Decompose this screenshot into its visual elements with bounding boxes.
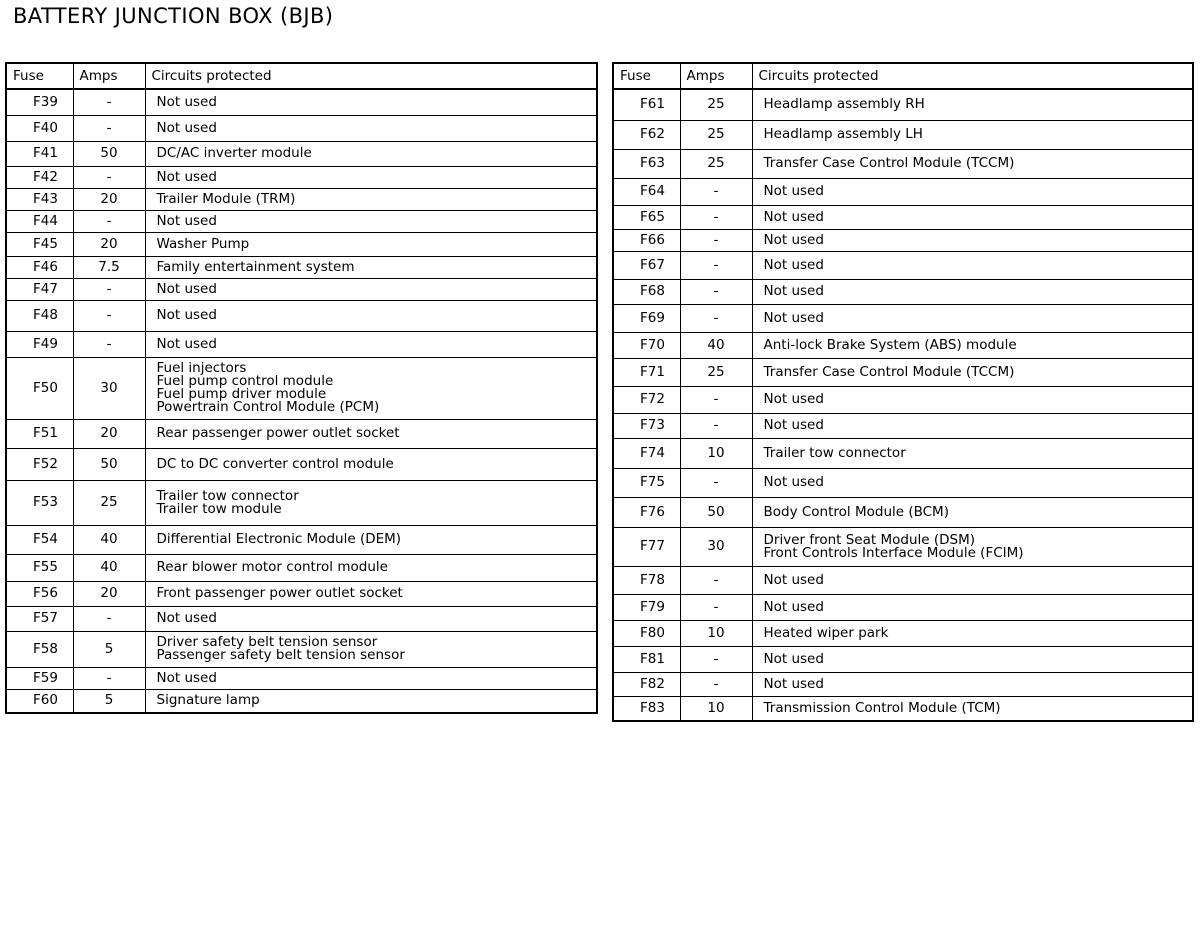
circuits-cell: [145, 331, 597, 357]
fuse-cell: F46: [6, 256, 73, 278]
amps-cell: 50: [680, 497, 752, 527]
fuse-cell: F41: [6, 141, 73, 166]
fuse-cell: F75: [613, 468, 680, 497]
table-row: [6, 232, 597, 256]
circuits-cell: [752, 149, 1193, 178]
amps-cell: 50: [73, 141, 145, 166]
fuse-cell: F71: [613, 358, 680, 386]
table-row: [6, 631, 597, 667]
circuit-line: Not used: [763, 571, 824, 588]
circuits-cell: [145, 480, 597, 525]
table-row: [6, 357, 597, 419]
circuit-line: Not used: [156, 93, 217, 110]
circuits-cell: [145, 115, 597, 141]
circuits-cell: [752, 438, 1193, 468]
circuit-line: Trailer tow connector: [763, 444, 906, 461]
table-row: [613, 332, 1193, 358]
circuit-line: Trailer Module (TRM): [156, 190, 296, 207]
circuits-cell: [752, 178, 1193, 205]
fuse-cell: F67: [613, 251, 680, 279]
circuits-cell: [145, 419, 597, 448]
circuit-line: Fuel pump driver module: [156, 386, 327, 402]
table-row: [613, 696, 1193, 721]
table-row: [6, 166, 597, 188]
circuits-cell: [145, 256, 597, 278]
fuse-cell: F57: [6, 606, 73, 631]
table-row: [613, 279, 1193, 304]
circuit-line: Not used: [763, 208, 824, 225]
amps-cell: 25: [680, 149, 752, 178]
fuse-cell: F77: [613, 527, 680, 566]
circuits-cell: [145, 667, 597, 689]
circuit-line: Front Controls Interface Module (FCIM): [763, 544, 1024, 561]
table-row: [6, 689, 597, 713]
fuse-cell: F78: [613, 566, 680, 594]
circuit-line: Not used: [156, 280, 217, 297]
fuse-cell: F55: [6, 554, 73, 581]
fuse-cell: F72: [613, 386, 680, 413]
amps-cell: -: [73, 331, 145, 357]
amps-cell: -: [73, 300, 145, 331]
table-row: [613, 672, 1193, 696]
circuit-line: Front passenger power outlet socket: [156, 585, 403, 601]
circuit-line: Not used: [763, 598, 824, 615]
header-amps: Amps: [680, 63, 752, 89]
fuse-cell: F80: [613, 620, 680, 646]
circuit-line: Not used: [156, 335, 217, 352]
circuits-cell: [752, 696, 1193, 721]
amps-cell: -: [73, 278, 145, 300]
amps-cell: 10: [680, 620, 752, 646]
circuit-line: Signature lamp: [156, 692, 260, 709]
table-row: [613, 120, 1193, 149]
amps-cell: -: [73, 89, 145, 115]
table-row: [6, 525, 597, 554]
amps-cell: 20: [73, 419, 145, 448]
page-title: BATTERY JUNCTION BOX (BJB): [13, 4, 334, 28]
circuits-cell: [752, 413, 1193, 438]
circuit-line: Not used: [156, 669, 217, 686]
table-row: [613, 594, 1193, 620]
table-row: [613, 646, 1193, 672]
table-row: [613, 205, 1193, 229]
fuse-cell: F49: [6, 331, 73, 357]
table-row: [613, 527, 1193, 566]
fuse-cell: F69: [613, 304, 680, 332]
table-header-row: [6, 63, 597, 89]
table-row: [6, 300, 597, 331]
circuits-cell: [145, 357, 597, 419]
table-row: [613, 178, 1193, 205]
amps-cell: -: [680, 205, 752, 229]
amps-cell: -: [680, 304, 752, 332]
circuits-cell: [752, 566, 1193, 594]
table-row: [6, 606, 597, 631]
circuits-cell: [145, 689, 597, 713]
circuit-line: Headlamp assembly RH: [763, 96, 925, 113]
fuse-cell: F59: [6, 667, 73, 689]
amps-cell: 40: [73, 525, 145, 554]
fuse-cell: F53: [6, 480, 73, 525]
amps-cell: 30: [73, 357, 145, 419]
circuits-cell: [752, 646, 1193, 672]
fuse-cell: F83: [613, 696, 680, 721]
table-header-row: [613, 63, 1193, 89]
table-row: [613, 566, 1193, 594]
fuse-cell: F82: [613, 672, 680, 696]
header-amps: Amps: [73, 63, 145, 89]
amps-cell: -: [680, 386, 752, 413]
circuit-line: Not used: [763, 256, 824, 273]
circuits-cell: [145, 278, 597, 300]
table-row: [613, 149, 1193, 178]
amps-cell: 50: [73, 448, 145, 480]
table-row: [6, 419, 597, 448]
fuse-cell: F48: [6, 300, 73, 331]
table-row: [6, 210, 597, 232]
amps-cell: -: [680, 566, 752, 594]
amps-cell: -: [680, 251, 752, 279]
circuit-line: Not used: [763, 309, 824, 326]
amps-cell: -: [73, 667, 145, 689]
circuit-line: Not used: [763, 650, 824, 667]
amps-cell: -: [680, 178, 752, 205]
amps-cell: -: [680, 646, 752, 672]
circuits-cell: [752, 279, 1193, 304]
fuse-cell: F43: [6, 188, 73, 210]
amps-cell: -: [73, 166, 145, 188]
amps-cell: -: [73, 606, 145, 631]
circuit-line: Not used: [763, 183, 824, 199]
amps-cell: 25: [73, 480, 145, 525]
fuse-cell: F51: [6, 419, 73, 448]
circuit-line: Washer Pump: [156, 235, 250, 252]
circuits-cell: [145, 631, 597, 667]
table-row: [6, 141, 597, 166]
circuits-cell: [752, 229, 1193, 251]
fuse-cell: F65: [613, 205, 680, 229]
circuit-line: Fuel injectors: [156, 360, 247, 376]
circuits-cell: [145, 554, 597, 581]
circuit-line: Transfer Case Control Module (TCCM): [763, 155, 1015, 171]
fuse-cell: F62: [613, 120, 680, 149]
table-row: [613, 358, 1193, 386]
fuse-table-left: [5, 62, 598, 714]
circuit-line: Trailer tow connector: [156, 487, 299, 504]
amps-cell: -: [73, 115, 145, 141]
table-row: [6, 554, 597, 581]
table-row: [613, 468, 1193, 497]
circuits-cell: [752, 672, 1193, 696]
circuit-line: DC/AC inverter module: [156, 145, 312, 161]
circuits-cell: [752, 205, 1193, 229]
circuits-cell: [145, 188, 597, 210]
header-circuits: Circuits protected: [752, 63, 1193, 89]
table-row: [6, 581, 597, 606]
circuits-cell: [145, 606, 597, 631]
amps-cell: -: [680, 594, 752, 620]
circuit-line: Driver front Seat Module (DSM): [763, 531, 975, 548]
table-row: [613, 89, 1193, 120]
circuit-line: Rear blower motor control module: [156, 559, 388, 575]
fuse-cell: F40: [6, 115, 73, 141]
fuse-cell: F52: [6, 448, 73, 480]
amps-cell: -: [680, 229, 752, 251]
circuit-line: Not used: [156, 307, 217, 323]
circuits-cell: [145, 232, 597, 256]
circuits-cell: [145, 581, 597, 606]
amps-cell: -: [680, 413, 752, 438]
fuse-cell: F66: [613, 229, 680, 251]
circuit-line: Anti-lock Brake System (ABS) module: [763, 336, 1017, 353]
amps-cell: 40: [73, 554, 145, 581]
fuse-cell: F76: [613, 497, 680, 527]
circuits-cell: [752, 497, 1193, 527]
table-row: [6, 89, 597, 115]
amps-cell: -: [680, 468, 752, 497]
table-row: [6, 667, 597, 689]
amps-cell: 25: [680, 120, 752, 149]
amps-cell: 7.5: [73, 256, 145, 278]
circuits-cell: [145, 448, 597, 480]
circuits-cell: [145, 89, 597, 115]
table-row: [6, 331, 597, 357]
fuse-cell: F60: [6, 689, 73, 713]
circuit-line: Not used: [763, 231, 824, 248]
circuit-line: Not used: [156, 212, 217, 229]
fuse-cell: F63: [613, 149, 680, 178]
table-row: [6, 448, 597, 480]
fuse-cell: F44: [6, 210, 73, 232]
circuit-line: DC to DC converter control module: [156, 455, 394, 472]
circuits-cell: [145, 166, 597, 188]
fuse-cell: F73: [613, 413, 680, 438]
header-fuse: Fuse: [6, 63, 73, 89]
circuit-line: Heated wiper park: [763, 624, 889, 641]
circuits-cell: [752, 594, 1193, 620]
circuits-cell: [145, 525, 597, 554]
circuit-line: Headlamp assembly LH: [763, 126, 923, 142]
table-row: [613, 304, 1193, 332]
fuse-cell: F56: [6, 581, 73, 606]
circuit-line: Driver safety belt tension sensor: [156, 634, 378, 650]
fuse-cell: F54: [6, 525, 73, 554]
fuse-cell: F61: [613, 89, 680, 120]
fuse-cell: F70: [613, 332, 680, 358]
amps-cell: 20: [73, 581, 145, 606]
amps-cell: 10: [680, 438, 752, 468]
header-fuse: Fuse: [613, 63, 680, 89]
circuits-cell: [752, 304, 1193, 332]
circuits-cell: [752, 120, 1193, 149]
amps-cell: 5: [73, 689, 145, 713]
circuit-line: Powertrain Control Module (PCM): [156, 399, 380, 415]
circuits-cell: [145, 210, 597, 232]
table-row: [6, 278, 597, 300]
fuse-cell: F81: [613, 646, 680, 672]
amps-cell: 25: [680, 89, 752, 120]
circuits-cell: [752, 386, 1193, 413]
fuse-cell: F42: [6, 166, 73, 188]
fuse-cell: F45: [6, 232, 73, 256]
circuit-line: Transmission Control Module (TCM): [763, 699, 1001, 716]
table-row: [613, 229, 1193, 251]
circuit-line: Not used: [763, 283, 824, 299]
circuit-line: Rear passenger power outlet socket: [156, 425, 400, 441]
header-circuits: Circuits protected: [145, 63, 597, 89]
circuits-cell: [752, 620, 1193, 646]
circuit-line: Trailer tow module: [156, 500, 282, 517]
fuse-cell: F50: [6, 357, 73, 419]
table-row: [613, 438, 1193, 468]
circuit-line: Not used: [156, 119, 217, 136]
table-row: [6, 256, 597, 278]
fuse-cell: F74: [613, 438, 680, 468]
amps-cell: -: [680, 672, 752, 696]
fuse-cell: F68: [613, 279, 680, 304]
circuit-line: Not used: [763, 391, 824, 407]
fuse-cell: F39: [6, 89, 73, 115]
fuse-cell: F58: [6, 631, 73, 667]
circuits-cell: [145, 300, 597, 331]
table-row: [6, 480, 597, 525]
circuits-cell: [145, 141, 597, 166]
table-row: [6, 188, 597, 210]
circuits-cell: [752, 89, 1193, 120]
amps-cell: 30: [680, 527, 752, 566]
circuit-line: Not used: [763, 675, 824, 692]
amps-cell: 10: [680, 696, 752, 721]
fuse-table-right: [612, 62, 1194, 722]
circuit-line: Transfer Case Control Module (TCCM): [763, 363, 1015, 380]
table-row: [613, 620, 1193, 646]
table-row: [6, 115, 597, 141]
circuits-cell: [752, 251, 1193, 279]
amps-cell: 25: [680, 358, 752, 386]
circuits-cell: [752, 527, 1193, 566]
amps-cell: -: [680, 279, 752, 304]
table-row: [613, 413, 1193, 438]
circuit-line: Not used: [156, 610, 217, 626]
fuse-cell: F47: [6, 278, 73, 300]
fuse-cell: F79: [613, 594, 680, 620]
table-row: [613, 386, 1193, 413]
table-row: [613, 251, 1193, 279]
circuit-line: Not used: [763, 417, 824, 433]
amps-cell: -: [73, 210, 145, 232]
circuit-line: Differential Electronic Module (DEM): [156, 531, 402, 547]
circuit-line: Family entertainment system: [156, 258, 355, 275]
circuit-line: Fuel pump control module: [156, 373, 334, 389]
circuits-cell: [752, 468, 1193, 497]
circuit-line: Body Control Module (BCM): [763, 503, 949, 520]
amps-cell: 5: [73, 631, 145, 667]
amps-cell: 20: [73, 188, 145, 210]
amps-cell: 20: [73, 232, 145, 256]
circuits-cell: [752, 358, 1193, 386]
circuit-line: Not used: [156, 168, 217, 185]
circuit-line: Not used: [763, 474, 824, 490]
table-row: [613, 497, 1193, 527]
fuse-cell: F64: [613, 178, 680, 205]
circuit-line: Passenger safety belt tension sensor: [156, 647, 405, 663]
amps-cell: 40: [680, 332, 752, 358]
circuits-cell: [752, 332, 1193, 358]
